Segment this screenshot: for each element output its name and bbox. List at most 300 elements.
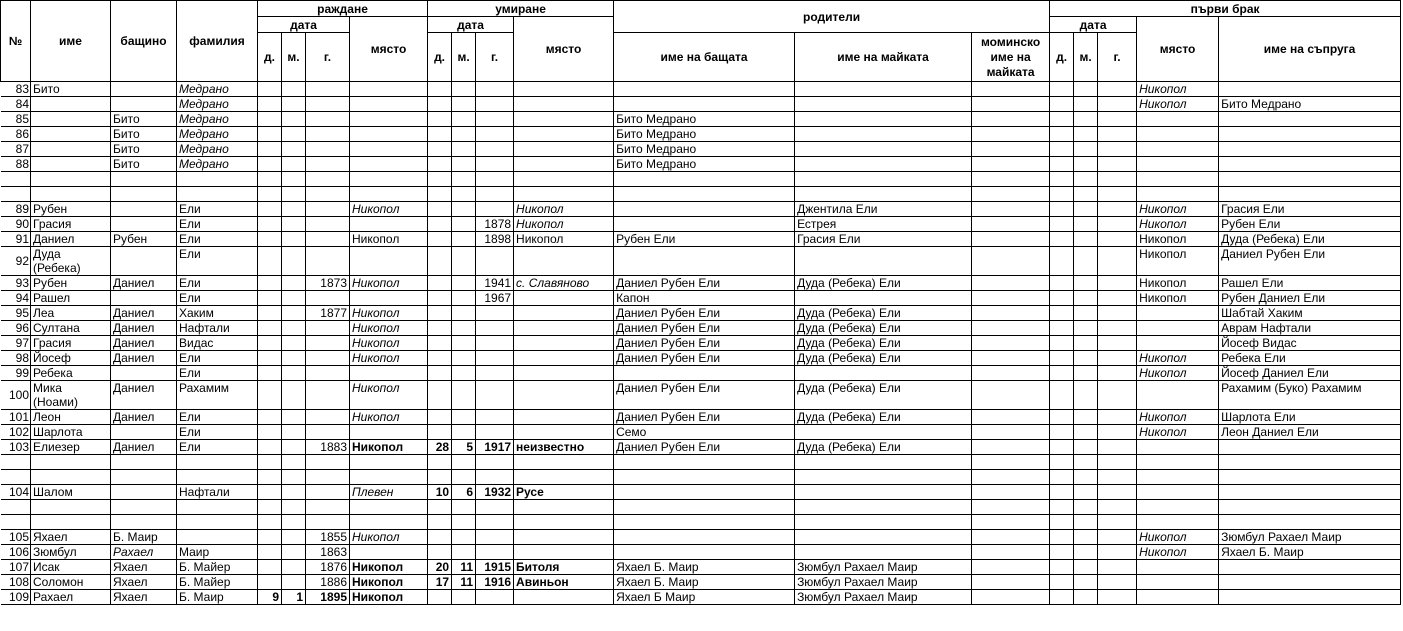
cell-mother-maiden-name bbox=[972, 291, 1050, 306]
table-row bbox=[1, 157, 1401, 172]
cell-surname: Медрано bbox=[177, 157, 258, 172]
cell-birth-year: 1883 bbox=[306, 440, 350, 455]
cell-patronymic: Яхаел bbox=[111, 560, 177, 575]
cell-father-name bbox=[614, 97, 795, 112]
cell-surname: Ели bbox=[177, 232, 258, 247]
cell-death-place bbox=[514, 291, 614, 306]
table-body bbox=[1, 82, 1401, 605]
cell-death-day bbox=[428, 470, 452, 485]
cell-mother-maiden-name bbox=[972, 232, 1050, 247]
cell-birth-month bbox=[282, 276, 306, 291]
cell-death-month bbox=[452, 157, 476, 172]
cell-mother-name bbox=[795, 530, 972, 545]
cell-marriage-day bbox=[1050, 306, 1074, 321]
cell-death-day bbox=[428, 112, 452, 127]
cell-mother-maiden-name bbox=[972, 142, 1050, 157]
cell-surname: Медрано bbox=[177, 112, 258, 127]
cell-birth-month bbox=[282, 142, 306, 157]
cell-marriage-year bbox=[1098, 366, 1137, 381]
cell-death-place bbox=[514, 306, 614, 321]
death-month-header: м. bbox=[452, 33, 476, 82]
cell-surname: Ели bbox=[177, 247, 258, 276]
cell-death-year bbox=[476, 157, 514, 172]
cell-death-year bbox=[476, 336, 514, 351]
death-date-header: дата bbox=[428, 17, 514, 33]
cell-marriage-place bbox=[1137, 336, 1219, 351]
cell-mother-name bbox=[795, 425, 972, 440]
cell-marriage-year bbox=[1098, 217, 1137, 232]
cell-death-month bbox=[452, 82, 476, 97]
cell-marriage-month bbox=[1074, 247, 1098, 276]
cell-death-place bbox=[514, 172, 614, 187]
cell-death-place: Никопол bbox=[514, 217, 614, 232]
cell-no bbox=[1, 470, 31, 485]
cell-birth-place bbox=[350, 291, 428, 306]
cell-death-month bbox=[452, 97, 476, 112]
cell-no: 87 bbox=[1, 142, 31, 157]
cell-birth-month bbox=[282, 187, 306, 202]
cell-death-month bbox=[452, 112, 476, 127]
table-row bbox=[1, 440, 1401, 455]
cell-spouse-name: Аврам Нафтали bbox=[1219, 321, 1401, 336]
cell-first-name bbox=[31, 187, 111, 202]
cell-patronymic bbox=[111, 366, 177, 381]
cell-spouse-name: Рубен Даниел Ели bbox=[1219, 291, 1401, 306]
cell-birth-year bbox=[306, 336, 350, 351]
cell-death-place bbox=[514, 381, 614, 410]
spouse-name-header: име на съпруга bbox=[1219, 17, 1401, 82]
cell-death-month bbox=[452, 470, 476, 485]
cell-death-day bbox=[428, 127, 452, 142]
cell-father-name bbox=[614, 455, 795, 470]
marriage-month-header: м. bbox=[1074, 33, 1098, 82]
cell-spouse-name bbox=[1219, 500, 1401, 515]
cell-first-name: Рубен bbox=[31, 202, 111, 217]
cell-marriage-day bbox=[1050, 336, 1074, 351]
cell-spouse-name bbox=[1219, 142, 1401, 157]
cell-patronymic: Даниел bbox=[111, 321, 177, 336]
cell-death-day bbox=[428, 247, 452, 276]
cell-patronymic bbox=[111, 82, 177, 97]
cell-marriage-year bbox=[1098, 485, 1137, 500]
cell-birth-day bbox=[258, 351, 282, 366]
cell-death-place bbox=[514, 500, 614, 515]
cell-patronymic: Рахаел bbox=[111, 545, 177, 560]
cell-birth-place: Никопол bbox=[350, 440, 428, 455]
cell-mother-name: Естрея bbox=[795, 217, 972, 232]
cell-death-place bbox=[514, 455, 614, 470]
cell-patronymic: Б. Маир bbox=[111, 530, 177, 545]
cell-marriage-place: Никопол bbox=[1137, 82, 1219, 97]
cell-first-name bbox=[31, 500, 111, 515]
cell-birth-day bbox=[258, 515, 282, 530]
cell-birth-day bbox=[258, 291, 282, 306]
table-row bbox=[1, 336, 1401, 351]
cell-marriage-day bbox=[1050, 291, 1074, 306]
cell-death-month bbox=[452, 410, 476, 425]
cell-surname: Маир bbox=[177, 545, 258, 560]
cell-marriage-year bbox=[1098, 202, 1137, 217]
cell-birth-day bbox=[258, 321, 282, 336]
cell-surname: Ели bbox=[177, 410, 258, 425]
cell-marriage-place bbox=[1137, 306, 1219, 321]
cell-marriage-month bbox=[1074, 187, 1098, 202]
cell-mother-maiden-name bbox=[972, 485, 1050, 500]
cell-mother-name bbox=[795, 112, 972, 127]
cell-first-name bbox=[31, 97, 111, 112]
cell-spouse-name bbox=[1219, 82, 1401, 97]
cell-patronymic: Даниел bbox=[111, 306, 177, 321]
blank-row bbox=[1, 172, 1401, 187]
cell-marriage-month bbox=[1074, 202, 1098, 217]
cell-death-month bbox=[452, 425, 476, 440]
cell-birth-month bbox=[282, 560, 306, 575]
mother-maiden-name-header: моминско име на майката bbox=[972, 33, 1050, 82]
cell-marriage-day bbox=[1050, 575, 1074, 590]
cell-birth-year: 1877 bbox=[306, 306, 350, 321]
cell-birth-place bbox=[350, 187, 428, 202]
cell-birth-month bbox=[282, 247, 306, 276]
cell-surname: Ели bbox=[177, 217, 258, 232]
cell-patronymic: Даниел bbox=[111, 351, 177, 366]
cell-death-day bbox=[428, 276, 452, 291]
cell-patronymic bbox=[111, 485, 177, 500]
cell-marriage-month bbox=[1074, 157, 1098, 172]
death-group-header: умиране bbox=[428, 1, 614, 17]
cell-spouse-name bbox=[1219, 560, 1401, 575]
cell-birth-day bbox=[258, 127, 282, 142]
cell-death-month bbox=[452, 202, 476, 217]
cell-no bbox=[1, 500, 31, 515]
cell-death-place bbox=[514, 351, 614, 366]
cell-birth-year bbox=[306, 500, 350, 515]
cell-spouse-name: Грасия Ели bbox=[1219, 202, 1401, 217]
cell-birth-place: Никопол bbox=[350, 232, 428, 247]
cell-birth-place: Никопол bbox=[350, 321, 428, 336]
cell-birth-month bbox=[282, 425, 306, 440]
cell-patronymic: Рубен bbox=[111, 232, 177, 247]
cell-marriage-place: Никопол bbox=[1137, 97, 1219, 112]
cell-death-year: 1915 bbox=[476, 560, 514, 575]
cell-marriage-year bbox=[1098, 321, 1137, 336]
table-row bbox=[1, 381, 1401, 410]
cell-birth-day bbox=[258, 560, 282, 575]
cell-birth-month bbox=[282, 470, 306, 485]
cell-death-year bbox=[476, 127, 514, 142]
cell-spouse-name: Леон Даниел Ели bbox=[1219, 425, 1401, 440]
cell-father-name: Яхаел Б. Маир bbox=[614, 575, 795, 590]
cell-patronymic: Яхаел bbox=[111, 575, 177, 590]
cell-death-year: 1898 bbox=[476, 232, 514, 247]
cell-death-day bbox=[428, 590, 452, 605]
cell-death-day bbox=[428, 351, 452, 366]
cell-first-name: Султана bbox=[31, 321, 111, 336]
cell-surname: Б. Майер bbox=[177, 560, 258, 575]
cell-marriage-month bbox=[1074, 366, 1098, 381]
cell-birth-year bbox=[306, 455, 350, 470]
cell-death-place bbox=[514, 515, 614, 530]
cell-marriage-year bbox=[1098, 187, 1137, 202]
cell-patronymic bbox=[111, 187, 177, 202]
cell-death-month: 6 bbox=[452, 485, 476, 500]
cell-father-name bbox=[614, 247, 795, 276]
birth-month-header: м. bbox=[282, 33, 306, 82]
cell-marriage-month bbox=[1074, 575, 1098, 590]
cell-death-year bbox=[476, 82, 514, 97]
cell-birth-place: Никопол bbox=[350, 336, 428, 351]
cell-marriage-year bbox=[1098, 232, 1137, 247]
cell-death-day bbox=[428, 157, 452, 172]
cell-spouse-name: Яхаел Б. Маир bbox=[1219, 545, 1401, 560]
cell-birth-place bbox=[350, 470, 428, 485]
cell-birth-day bbox=[258, 425, 282, 440]
cell-surname bbox=[177, 530, 258, 545]
cell-first-name: Рашел bbox=[31, 291, 111, 306]
cell-birth-day bbox=[258, 530, 282, 545]
first-marriage-group-header: първи брак bbox=[1050, 1, 1401, 17]
cell-death-year bbox=[476, 172, 514, 187]
cell-marriage-place bbox=[1137, 500, 1219, 515]
birth-place-header: място bbox=[350, 17, 428, 82]
cell-marriage-day bbox=[1050, 470, 1074, 485]
cell-birth-month bbox=[282, 157, 306, 172]
cell-birth-day bbox=[258, 142, 282, 157]
cell-first-name: Исак bbox=[31, 560, 111, 575]
cell-mother-maiden-name bbox=[972, 172, 1050, 187]
cell-mother-name bbox=[795, 142, 972, 157]
cell-marriage-day bbox=[1050, 381, 1074, 410]
cell-marriage-place: Никопол bbox=[1137, 545, 1219, 560]
cell-spouse-name: Шарлота Ели bbox=[1219, 410, 1401, 425]
cell-birth-year: 1873 bbox=[306, 276, 350, 291]
cell-no: 86 bbox=[1, 127, 31, 142]
cell-birth-place bbox=[350, 500, 428, 515]
cell-marriage-year bbox=[1098, 575, 1137, 590]
table-row bbox=[1, 560, 1401, 575]
cell-birth-month bbox=[282, 515, 306, 530]
cell-no: 90 bbox=[1, 217, 31, 232]
cell-birth-day bbox=[258, 545, 282, 560]
cell-birth-year bbox=[306, 291, 350, 306]
cell-mother-name bbox=[795, 127, 972, 142]
table-row bbox=[1, 82, 1401, 97]
cell-marriage-place bbox=[1137, 455, 1219, 470]
cell-surname: Хаким bbox=[177, 306, 258, 321]
cell-first-name: Йосеф bbox=[31, 351, 111, 366]
cell-birth-month bbox=[282, 97, 306, 112]
table-row bbox=[1, 127, 1401, 142]
table-row bbox=[1, 276, 1401, 291]
cell-first-name: Грасия bbox=[31, 336, 111, 351]
cell-marriage-place: Никопол bbox=[1137, 291, 1219, 306]
cell-death-month bbox=[452, 545, 476, 560]
cell-father-name bbox=[614, 545, 795, 560]
cell-father-name bbox=[614, 82, 795, 97]
cell-death-day bbox=[428, 217, 452, 232]
cell-death-year: 1941 bbox=[476, 276, 514, 291]
col-patronymic-header: бащино bbox=[111, 1, 177, 82]
cell-birth-day bbox=[258, 187, 282, 202]
cell-mother-name: Дуда (Ребека) Ели bbox=[795, 351, 972, 366]
cell-patronymic bbox=[111, 425, 177, 440]
cell-death-day bbox=[428, 97, 452, 112]
cell-birth-place: Никопол bbox=[350, 306, 428, 321]
cell-no: 92 bbox=[1, 247, 31, 276]
cell-birth-month bbox=[282, 366, 306, 381]
cell-first-name bbox=[31, 157, 111, 172]
cell-death-month: 11 bbox=[452, 575, 476, 590]
cell-marriage-place: Никопол bbox=[1137, 530, 1219, 545]
cell-marriage-month bbox=[1074, 321, 1098, 336]
cell-death-place bbox=[514, 470, 614, 485]
cell-marriage-place bbox=[1137, 440, 1219, 455]
cell-death-place bbox=[514, 82, 614, 97]
cell-death-day bbox=[428, 366, 452, 381]
cell-patronymic: Бито bbox=[111, 157, 177, 172]
cell-birth-month bbox=[282, 112, 306, 127]
cell-no: 109 bbox=[1, 590, 31, 605]
cell-death-month bbox=[452, 530, 476, 545]
cell-spouse-name bbox=[1219, 590, 1401, 605]
cell-mother-name bbox=[795, 515, 972, 530]
cell-birth-month bbox=[282, 410, 306, 425]
cell-birth-day bbox=[258, 500, 282, 515]
cell-mother-maiden-name bbox=[972, 425, 1050, 440]
cell-death-month bbox=[452, 381, 476, 410]
cell-first-name bbox=[31, 455, 111, 470]
cell-patronymic: Даниел bbox=[111, 381, 177, 410]
cell-birth-day bbox=[258, 381, 282, 410]
cell-death-day: 10 bbox=[428, 485, 452, 500]
cell-birth-place: Никопол bbox=[350, 381, 428, 410]
cell-marriage-day bbox=[1050, 142, 1074, 157]
cell-marriage-year bbox=[1098, 590, 1137, 605]
cell-birth-day bbox=[258, 410, 282, 425]
cell-birth-year: 1855 bbox=[306, 530, 350, 545]
parents-group-header: родители bbox=[614, 1, 1050, 33]
cell-mother-maiden-name bbox=[972, 366, 1050, 381]
cell-death-day bbox=[428, 82, 452, 97]
cell-patronymic: Бито bbox=[111, 112, 177, 127]
cell-patronymic bbox=[111, 500, 177, 515]
cell-birth-day bbox=[258, 202, 282, 217]
cell-birth-year: 1876 bbox=[306, 560, 350, 575]
cell-death-day bbox=[428, 455, 452, 470]
death-year-header: г. bbox=[476, 33, 514, 82]
cell-birth-place bbox=[350, 112, 428, 127]
cell-marriage-day bbox=[1050, 276, 1074, 291]
cell-mother-name: Дуда (Ребека) Ели bbox=[795, 381, 972, 410]
cell-death-year: 1917 bbox=[476, 440, 514, 455]
cell-first-name bbox=[31, 127, 111, 142]
cell-no bbox=[1, 187, 31, 202]
cell-marriage-place bbox=[1137, 127, 1219, 142]
cell-no: 88 bbox=[1, 157, 31, 172]
cell-birth-place bbox=[350, 515, 428, 530]
cell-marriage-day bbox=[1050, 82, 1074, 97]
marriage-place-header: място bbox=[1137, 17, 1219, 82]
cell-death-year bbox=[476, 545, 514, 560]
cell-birth-day bbox=[258, 470, 282, 485]
cell-mother-maiden-name bbox=[972, 545, 1050, 560]
cell-marriage-month bbox=[1074, 530, 1098, 545]
cell-birth-month bbox=[282, 291, 306, 306]
cell-death-month: 5 bbox=[452, 440, 476, 455]
cell-father-name: Бито Медрано bbox=[614, 127, 795, 142]
cell-birth-place: Никопол bbox=[350, 575, 428, 590]
cell-birth-day bbox=[258, 247, 282, 276]
cell-birth-day bbox=[258, 157, 282, 172]
cell-marriage-year bbox=[1098, 351, 1137, 366]
cell-marriage-day bbox=[1050, 440, 1074, 455]
cell-birth-day bbox=[258, 366, 282, 381]
cell-death-year bbox=[476, 470, 514, 485]
cell-spouse-name: Даниел Рубен Ели bbox=[1219, 247, 1401, 276]
cell-birth-year bbox=[306, 127, 350, 142]
cell-mother-maiden-name bbox=[972, 187, 1050, 202]
cell-mother-name: Дуда (Ребека) Ели bbox=[795, 336, 972, 351]
cell-death-day: 28 bbox=[428, 440, 452, 455]
table-row bbox=[1, 485, 1401, 500]
cell-mother-name: Джентила Ели bbox=[795, 202, 972, 217]
cell-no: 91 bbox=[1, 232, 31, 247]
cell-mother-maiden-name bbox=[972, 590, 1050, 605]
cell-marriage-place: Никопол bbox=[1137, 276, 1219, 291]
table-row bbox=[1, 247, 1401, 276]
cell-mother-maiden-name bbox=[972, 82, 1050, 97]
cell-death-year bbox=[476, 366, 514, 381]
cell-father-name: Даниел Рубен Ели bbox=[614, 410, 795, 425]
table-row bbox=[1, 425, 1401, 440]
cell-death-month bbox=[452, 247, 476, 276]
cell-birth-year bbox=[306, 247, 350, 276]
cell-mother-maiden-name bbox=[972, 381, 1050, 410]
cell-marriage-year bbox=[1098, 291, 1137, 306]
cell-death-place: Русе bbox=[514, 485, 614, 500]
death-day-header: д. bbox=[428, 33, 452, 82]
cell-father-name: Семо bbox=[614, 425, 795, 440]
cell-mother-maiden-name bbox=[972, 127, 1050, 142]
cell-marriage-month bbox=[1074, 172, 1098, 187]
marriage-day-header: д. bbox=[1050, 33, 1074, 82]
table-row bbox=[1, 530, 1401, 545]
cell-father-name: Яхаел Б. Маир bbox=[614, 560, 795, 575]
cell-patronymic bbox=[111, 172, 177, 187]
cell-birth-year bbox=[306, 410, 350, 425]
cell-death-day: 17 bbox=[428, 575, 452, 590]
table-row bbox=[1, 590, 1401, 605]
cell-birth-place bbox=[350, 247, 428, 276]
cell-surname: Медрано bbox=[177, 127, 258, 142]
cell-surname: Ели bbox=[177, 351, 258, 366]
cell-surname: Медрано bbox=[177, 142, 258, 157]
cell-death-month bbox=[452, 187, 476, 202]
cell-spouse-name bbox=[1219, 440, 1401, 455]
cell-death-place bbox=[514, 247, 614, 276]
cell-death-year bbox=[476, 112, 514, 127]
cell-birth-month bbox=[282, 351, 306, 366]
col-no-header: № bbox=[1, 1, 31, 82]
cell-spouse-name bbox=[1219, 470, 1401, 485]
cell-father-name bbox=[614, 187, 795, 202]
cell-marriage-month bbox=[1074, 425, 1098, 440]
death-place-header: място bbox=[514, 17, 614, 82]
cell-no: 98 bbox=[1, 351, 31, 366]
cell-surname: Ели bbox=[177, 440, 258, 455]
cell-father-name bbox=[614, 530, 795, 545]
cell-spouse-name bbox=[1219, 455, 1401, 470]
cell-marriage-year bbox=[1098, 560, 1137, 575]
